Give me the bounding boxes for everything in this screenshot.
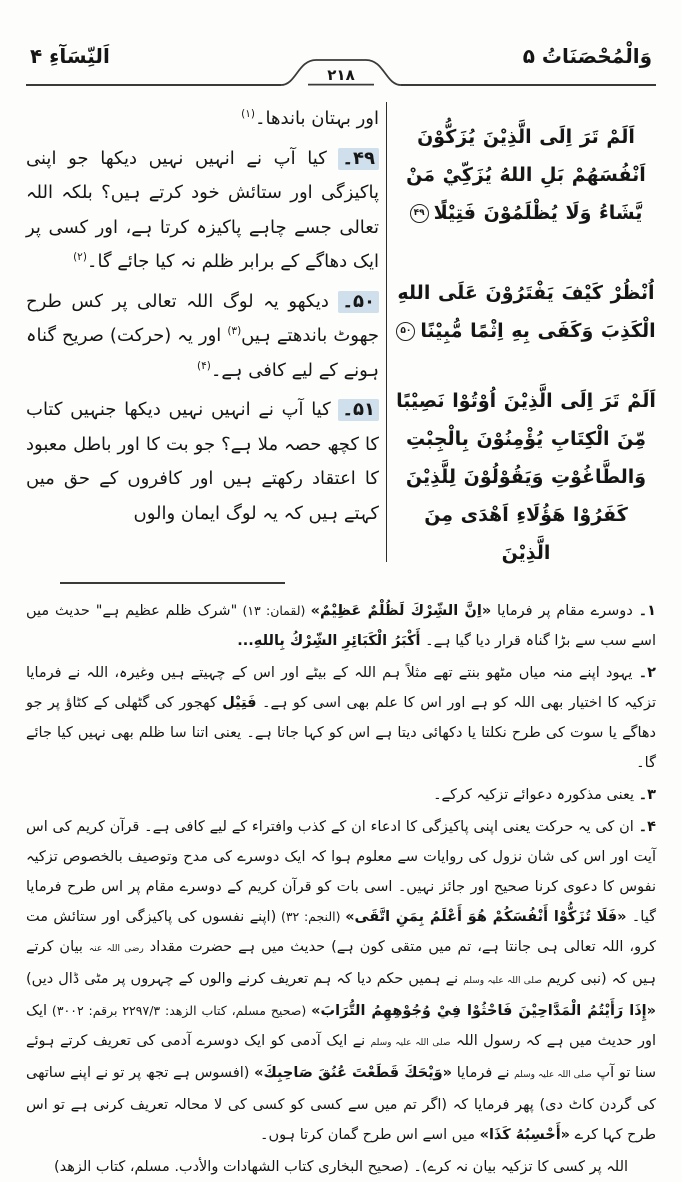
footnote-text: یہود اپنے منہ میاں مٹھو بنتے تھے مثلاً ہم اللہ کے بیٹے اور اس کے چہیتے ہیں وغیرہ، اللہ نے فرمایا تزکیہ کا اختیار بھی اللہ کو ہے اور اس کا علم بھی اسی کو ہے۔ <box>26 664 656 711</box>
footnote-text: رضی اللہ عنہ <box>88 943 144 954</box>
footnote-reference: (۲) <box>73 251 87 263</box>
quran-verse <box>396 118 656 232</box>
quran-verse <box>396 382 656 572</box>
footnote-text: ایک اور حدیث میں ہے کہ رسول اللہ <box>26 1002 656 1049</box>
urdu-translation-paragraph <box>26 393 379 531</box>
main-content <box>26 100 656 572</box>
footnote-text: نے ہمیں حکم دیا کہ ہم تعریف کرنے والوں کے چہروں پر مٹی ڈال دیں) <box>26 970 464 987</box>
arabic-quote: فَتِيْل <box>222 694 257 711</box>
column-divider <box>386 102 387 562</box>
footnote-text: نے ایک آدمی کو ایک دوسرے آدمی کی تعریف کرتے ہوئے سنا تو آپ <box>26 1032 656 1081</box>
header-rule-right <box>401 84 656 86</box>
footnote-text: صلی اللہ علیہ وسلم <box>463 975 542 986</box>
arabic-quote: «أَحْسِبُهُ كَذَا» <box>479 1126 571 1143</box>
arabic-quote: «إِذَا رَأَيْتُمُ الْمَدَّاحِيْنَ فَاحْثُوْا فِيْ وُجُوْهِهِمُ التُّرَابَ» <box>311 1002 656 1019</box>
footnote <box>26 780 656 810</box>
footnote <box>26 658 656 778</box>
page-header <box>26 44 656 86</box>
arabic-quote: «اِنَّ الشِّرْكَ لَظُلْمٌ عَظِيْمٌ» <box>310 602 492 619</box>
urdu-text: اور بہتان باندھا۔ <box>255 108 379 129</box>
verse-text: اَلَمْ تَرَ اِلَى الَّذِيْنَ اُوْتُوْا نَصِيْبًا مِّنَ الْكِتَابِ يُؤْمِنُوْنَ بِالْجِبْتِ وَالطَّاغُوْتِ وَيَقُوْلُوْنَ لِلَّذِيْنَ كَفَرُوْا هَؤُلَاءِ اَهْدَى مِنَ الَّذِيْنَ <box>396 390 656 564</box>
footnote-text: ان کی یہ حرکت یعنی اپنی پاکیزگی کا ادعاء ان کے کذب وافتراء کے لیے کافی ہے۔ قرآن کریم کی اس آیت اور اس کی شان نزول کی روایات سے معلوم ہوا کہ ایک دوسرے کی مدح وتوصیف بالخصوص تزکیہ نفوس کا دعوی کرنا صحیح اور جائز نہیں۔ اسی بات کو قرآن کریم کے دوسرے مقام پر اس طرح فرمایا گیا۔ <box>26 818 656 925</box>
footnote-number: ۲۔ <box>638 664 657 681</box>
ayah-number-marker: ۴۹ <box>410 204 429 223</box>
urdu-text: دیکھو یہ لوگ اللہ تعالی پر کس طرح جھوٹ باندھتے ہیں <box>26 290 379 346</box>
footnote-text: بیان کرتے ہیں کہ (نبی کریم <box>26 938 656 987</box>
footnote-closing-line: اللہ پر کسی کا تزکیہ بیان نہ کرے)۔ (صحیح البخاری کتاب الشھادات والأدب. مسلم، کتاب الزھد) <box>53 1158 629 1175</box>
verse-text: اُنْظُرْ كَيْفَ يَفْتَرُوْنَ عَلَى اللهِ الْكَذِبَ وَكَفَى بِهِ اِثْمًا مُّبِيْنًا <box>397 282 656 342</box>
footnote-text: صلی اللہ علیہ وسلم <box>514 1069 592 1080</box>
footnote-reference: (۳) <box>227 325 242 337</box>
citation-reference: (لقمان: ۱۳) <box>237 602 311 618</box>
footnote <box>26 812 656 1150</box>
footnote-number: ۳۔ <box>638 786 656 803</box>
arabic-verses-column <box>396 100 656 572</box>
arabic-quote: أَكْبَرُ الْكَبَائِرِ الشِّرْكُ بِاللهِ... <box>237 632 421 649</box>
footnote-text: یعنی مذکورہ دعوائے تزکیہ کرکے۔ <box>433 786 635 803</box>
footnote-text: دوسرے مقام پر فرمایا <box>491 602 633 619</box>
footnote-text: نے فرمایا <box>452 1064 515 1081</box>
footnote-text: (افسوس ہے تجھ پر تو نے اپنے ساتھی کی گردن کاٹ دی) پھر فرمایا کہ (اگر تم میں سے کسی کو کسی کی لا محالہ تعریف کرنی ہے تو اس طرح کہا کرے <box>26 1064 656 1143</box>
arabic-quote: «فَلَا تُزَكُّوْا أَنْفُسَكُمْ هُوَ أَعْلَمُ بِمَنِ اتَّقَى» <box>345 908 627 925</box>
quran-verse <box>396 274 656 350</box>
header-rule-left <box>26 84 281 86</box>
footnote-text: کھجور کی گٹھلی کے کٹاؤ پر جو دھاگے یا سوت کی طرح نکلتا یا دکھائی دیتا ہے اس کو کہا جاتا ہے۔ یعنی اتنا سا ظلم بھی نہیں کیا جائے گا۔ <box>26 694 656 771</box>
footnote-reference: (۱) <box>241 108 255 120</box>
ayah-number-marker: ۵۰ <box>396 322 415 341</box>
footnote-reference: (۴) <box>196 359 211 372</box>
verse-number-highlight: ۵۰۔ <box>338 291 379 313</box>
surah-label: اَلنِّسَآءِ ۴ <box>30 44 110 68</box>
footnote-number: ۱۔ <box>638 602 656 619</box>
urdu-text: اور یہ (حرکت) صریح گناہ ہونے کے لیے کافی ہے۔ <box>26 325 379 381</box>
footnote <box>26 596 656 656</box>
footnote-number: ۴۔ <box>638 818 656 835</box>
arabic-quote: «وَيْحَكَ قَطَعْتَ عُنُقَ صَاحِبِكَ» <box>254 1064 453 1081</box>
footnote-text: "شرک ظلم عظیم ہے" حدیث میں اسے سب سے بڑا گناہ قرار دیا گیا ہے۔ <box>26 602 656 649</box>
verse-number-highlight: ۵۱۔ <box>338 399 379 421</box>
citation-reference: (صحیح مسلم، کتاب الزھد: ۲۲۹۷/۳ برقم: ۳۰۰۲) <box>47 1002 312 1018</box>
urdu-translation-paragraph <box>26 285 379 389</box>
footnote-text: صلی اللہ علیہ وسلم <box>370 1037 451 1048</box>
citation-reference: (النجم: ۳۲) <box>276 908 346 924</box>
urdu-translation-paragraph <box>26 142 379 280</box>
page-number: ۲۱۸ <box>327 66 355 84</box>
page-number-tab <box>281 56 401 86</box>
footnote-text: میں اسے اس طرح گمان کرتا ہوں۔ <box>260 1126 480 1143</box>
verse-number-highlight: ۴۹۔ <box>338 148 379 170</box>
urdu-text: کیا آپ نے انہیں نہیں دیکھا جو اپنی پاکیزگی اور ستائش خود کرتے ہیں؟ بلکہ اللہ تعالی جسے چاہے پاکیزہ کرتا ہے، اور کسی پر ایک دھاگے کے برابر ظلم نہ کیا جائے گا۔ <box>26 147 379 272</box>
urdu-translation-column <box>26 100 379 572</box>
footnote-separator-rule <box>60 582 285 584</box>
verse-text: اَلَمْ تَرَ اِلَى الَّذِيْنَ يُزَكُّوْنَ اَنْفُسَهُمْ بَلِ اللهُ يُزَكِّيْ مَنْ يَّشَاءُ وَلَا يُظْلَمُوْنَ فَتِيْلًا <box>406 126 646 224</box>
footnote-text: (اپنے نفسوں کی پاکیزگی اور ستائش مت کرو، اللہ تعالی ہی جانتا ہے، تم میں متقی کون ہے) حدیث میں ہے حضرت مقداد <box>26 908 656 955</box>
urdu-text: کیا آپ نے انہیں نہیں دیکھا جنہیں کتاب کا کچھ حصہ ملا ہے؟ جو بت کا اور باطل معبود کا اعتقاد رکھتے ہیں اور کافروں کے حق میں کہتے ہیں کہ یہ لوگ ایمان والوں <box>26 399 379 524</box>
footnotes-section <box>26 596 656 1150</box>
juz-label: وَالْمُحْصَنَاتُ ۵ <box>522 44 652 68</box>
urdu-translation-paragraph <box>26 102 379 137</box>
